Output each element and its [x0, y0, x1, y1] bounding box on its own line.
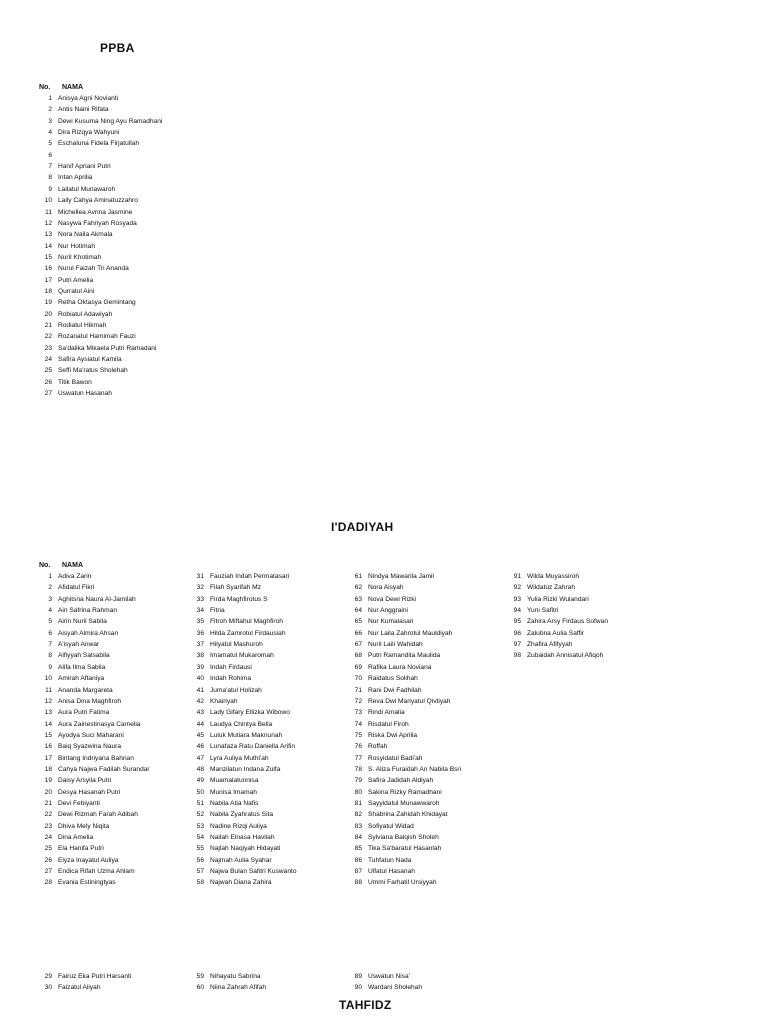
student-name: Uswatun Hasanah — [58, 390, 112, 398]
student-number: 7 — [48, 641, 52, 649]
student-name: Firda Maghfirotus S — [210, 595, 268, 603]
student-name: Zalubna Aulia Saffir — [527, 629, 585, 637]
student-number: 71 — [354, 686, 362, 694]
idadiyah-title: I'DADIYAH — [331, 520, 394, 534]
student-number: 90 — [354, 984, 362, 992]
student-name: Raidatus Solihah — [368, 675, 418, 683]
student-number: 77 — [354, 754, 362, 762]
student-name: Endica Rifah Uzma Ahlam — [58, 868, 135, 876]
student-number: 70 — [354, 675, 362, 683]
student-number: 52 — [196, 811, 204, 819]
student-number: 60 — [196, 984, 204, 992]
student-name: Rodiatul Hikmah — [58, 322, 107, 329]
student-number: 86 — [354, 856, 362, 864]
ppba-title: PPBA — [100, 41, 135, 55]
student-name: Filah Syarifah Mz — [210, 584, 261, 592]
student-number: 12 — [44, 697, 52, 705]
student-number: 22 — [44, 333, 52, 341]
student-name: Wilda Muyassiroh — [527, 573, 580, 580]
student-number: 43 — [196, 709, 204, 717]
student-name: Alfiyyah Salsabila — [58, 652, 110, 660]
student-name: Nuril Khotimah — [58, 253, 102, 261]
student-name: Roffah — [368, 743, 388, 751]
student-name: Reva Dwi Mariyatul Qivtiyah — [368, 697, 451, 705]
student-number: 25 — [44, 845, 52, 853]
student-name: Hanif Apriani Putri — [58, 163, 111, 171]
student-number: 44 — [196, 720, 204, 728]
student-number: 22 — [44, 811, 52, 819]
student-number: 81 — [354, 800, 362, 807]
student-name: Nora Naila Akmala — [58, 231, 113, 239]
student-number: 49 — [196, 777, 204, 785]
student-name: Rani Dwi Fadhilah — [368, 686, 422, 694]
student-number: 47 — [196, 754, 204, 762]
student-name: Titik Bawon — [58, 378, 92, 386]
student-name: S. Aliza Furaidah An Nabila Bsri — [368, 765, 462, 773]
student-name: Nindya Mawarila Jamil — [368, 573, 434, 580]
student-name: Intan Aprilia — [58, 174, 93, 182]
student-number: 14 — [44, 720, 52, 728]
student-number: 91 — [513, 573, 521, 580]
student-number: 46 — [196, 743, 204, 751]
student-number: 7 — [48, 163, 52, 171]
student-name: Fitroh Miftahul Maghfiroh — [210, 618, 283, 626]
student-name: Amirah Aftaniya — [58, 675, 105, 683]
student-name: Ananda Margareta — [58, 686, 113, 694]
student-name: Nova Dewi Rizki — [368, 595, 416, 603]
student-number: 45 — [196, 731, 204, 739]
student-number: 3 — [48, 595, 52, 603]
student-number: 23 — [44, 822, 52, 830]
student-number: 62 — [354, 584, 362, 592]
student-number: 28 — [44, 879, 52, 887]
student-name: Najmah Aulia Syahar — [210, 856, 272, 864]
student-name: Wardani Sholehah — [368, 984, 423, 992]
student-name: Tika Sa'baratul Hasanlah — [368, 845, 442, 853]
student-number: 57 — [196, 868, 204, 876]
student-name: Airin Nuril Sabila — [58, 618, 107, 626]
student-name: Yulia Rizki Wulandari — [527, 595, 589, 603]
student-number: 18 — [44, 287, 52, 295]
tahfidz-title: TAHFIDZ — [339, 998, 392, 1012]
student-name: Nasywa Fahriyah Rosyada — [58, 219, 137, 227]
student-name: Imamatul Mukaromah — [210, 652, 274, 660]
student-name: Muamalatunnisa — [210, 777, 259, 785]
student-name: Lady Gifary Ellizka Wibowo — [210, 709, 290, 717]
student-number: 74 — [354, 720, 362, 728]
student-name: Cahya Najwa Fadilah Surandar — [58, 765, 150, 773]
student-number: 20 — [44, 788, 52, 796]
idadiyah-header-name: NAMA — [62, 562, 83, 569]
student-name: Laudya Chintya Bella — [210, 720, 273, 728]
student-number: 20 — [44, 310, 52, 318]
student-name: Seffi Ma'ratus Sholehah — [58, 367, 128, 375]
student-name: Hilda Zamrotul Firdausiah — [210, 629, 286, 637]
student-name: Dewi Rizmah Farah Adibah — [58, 811, 138, 819]
student-number: 2 — [48, 106, 52, 114]
student-name: Alifa Ilma Sabila — [58, 663, 106, 671]
student-name: Wildatuz Zahrah — [527, 584, 576, 592]
student-number: 1 — [48, 95, 52, 102]
student-name: Lunafaza Ratu Daniella Arifin — [210, 743, 296, 751]
student-number: 82 — [354, 811, 362, 819]
student-name: Lyra Auliya Muthi'ah — [210, 754, 269, 762]
student-name: Putri Ramandita Maulida — [368, 652, 441, 660]
student-number: 38 — [196, 652, 204, 660]
student-name: Zahira Arsy Firdaus Sofwan — [527, 618, 608, 626]
student-number: 15 — [44, 253, 52, 261]
student-name: Qurratul Aini — [58, 287, 95, 295]
student-number: 66 — [354, 629, 362, 637]
student-number: 59 — [196, 973, 204, 980]
student-name: Dhiva Mely Niqita — [58, 822, 110, 830]
student-name: Safira Jadidah Aldiyah — [368, 777, 434, 785]
student-number: 11 — [45, 208, 52, 216]
student-name: Dira Rizqya Wahyuni — [58, 129, 120, 137]
student-name: Rindi Amalia — [368, 709, 405, 717]
student-number: 94 — [513, 607, 521, 615]
student-number: 10 — [44, 675, 52, 683]
student-number: 26 — [44, 378, 52, 386]
student-name: Devi Febiyanti — [58, 800, 100, 807]
student-name: Dewi Kusuma Ning Ayu Ramadhani — [58, 117, 163, 125]
student-number: 65 — [354, 618, 362, 626]
student-number: 10 — [44, 197, 52, 205]
student-number: 9 — [48, 663, 52, 671]
idadiyah-header-no: No. — [39, 562, 51, 569]
student-number: 95 — [513, 618, 521, 626]
student-number: 58 — [196, 879, 204, 887]
student-name: Risdatul Firoh — [368, 720, 409, 728]
student-number: 36 — [196, 629, 204, 637]
student-name: Luluk Mutiara Maknunah — [210, 731, 283, 739]
student-number: 18 — [44, 765, 52, 773]
student-name: Nur Hotimah — [58, 242, 96, 250]
student-number: 83 — [354, 822, 362, 830]
student-number: 23 — [44, 344, 52, 352]
student-number: 89 — [354, 973, 362, 980]
student-name: Fairuz Eka Putri Harsanti — [58, 973, 132, 980]
student-number: 24 — [44, 834, 52, 842]
student-name: Lailatul Munawaroh — [58, 185, 116, 193]
student-number: 11 — [45, 686, 52, 694]
student-number: 85 — [354, 845, 362, 853]
student-name: Desya Hasanah Putri — [58, 788, 121, 796]
student-name: Hilyatul Mashuroh — [210, 641, 263, 649]
student-number: 39 — [196, 663, 204, 671]
student-number: 26 — [44, 856, 52, 864]
student-name: Retha Oktasya Gemintang — [58, 299, 136, 307]
student-name: Nabila Atia Nafis — [210, 800, 259, 807]
student-number: 27 — [44, 868, 52, 876]
student-name: Safira Aysiatul Kamila — [58, 356, 122, 364]
student-name: Daisy Arsyila Putri — [58, 777, 112, 785]
student-number: 5 — [48, 140, 52, 148]
student-name: Bintang Indriyana Bahrian — [58, 754, 134, 762]
student-number: 5 — [48, 618, 52, 626]
student-number: 79 — [354, 777, 362, 785]
student-number: 76 — [354, 743, 362, 751]
student-name: Ela Hanifa Putri — [58, 845, 104, 853]
student-name: Fitria — [210, 607, 225, 615]
student-name: Nadine Rizqi Auliya — [210, 822, 267, 830]
student-number: 19 — [44, 777, 52, 785]
student-number: 41 — [196, 686, 204, 694]
student-name: Nur Anggraini — [368, 607, 408, 615]
student-name: Nabila Zyahratus Sita — [210, 811, 274, 819]
student-name: Eschaluna Fidela Firjatullah — [58, 140, 139, 148]
student-name: Niina Zahrah Afifah — [210, 984, 267, 992]
student-name: Nurul Faizah Tri Ananda — [58, 265, 129, 273]
student-name: Putri Amelia — [58, 276, 94, 284]
student-name: Ummi Farhatil Ursiyyah — [368, 879, 437, 887]
student-number: 29 — [44, 973, 52, 980]
student-number: 84 — [354, 834, 362, 842]
student-number: 3 — [48, 117, 52, 125]
student-number: 31 — [196, 573, 204, 580]
student-name: Ain Safrina Rahman — [58, 607, 118, 615]
student-name: Zhafira Afifyyah — [527, 641, 573, 649]
student-name: Dina Amelia — [58, 834, 94, 842]
student-number: 25 — [44, 367, 52, 375]
student-name: Shabrina Zahidah Khidayat — [368, 811, 448, 819]
student-name: Rosyidatul Badi'ah — [368, 754, 423, 762]
student-number: 8 — [48, 174, 52, 182]
student-name: Nailah Elnasa Havilah — [210, 834, 275, 842]
student-number: 56 — [196, 856, 204, 864]
student-number: 67 — [354, 641, 362, 649]
student-number: 96 — [513, 629, 521, 637]
student-name: Elyza Inayatul Auliya — [58, 856, 119, 864]
student-name: Nur Laila Zahrotul Mauldiyah — [368, 629, 453, 637]
student-name: Aura Putri Fatima — [58, 709, 110, 717]
student-name: Aisyah Almira Ahsan — [58, 629, 119, 637]
student-number: 64 — [354, 607, 362, 615]
student-number: 4 — [48, 129, 52, 137]
student-number: 21 — [44, 800, 52, 807]
student-name: Aura Zainestinasya Camelia — [58, 720, 141, 728]
student-number: 6 — [48, 151, 52, 159]
student-number: 17 — [44, 754, 52, 762]
student-number: 68 — [354, 652, 362, 660]
student-number: 27 — [44, 390, 52, 398]
student-name: Ulfatul Hasanah — [368, 868, 415, 876]
student-number: 6 — [48, 629, 52, 637]
student-number: 17 — [44, 276, 52, 284]
student-number: 35 — [196, 618, 204, 626]
ppba-header-no: No. — [39, 84, 51, 91]
student-number: 48 — [196, 765, 204, 773]
student-name: Anisa Dina Maghfiroh — [58, 697, 122, 705]
student-name: Indah Rohima — [210, 675, 252, 683]
student-name: A'isyah Anwar — [58, 641, 100, 649]
student-name: Juma'atul Holizah — [210, 686, 262, 694]
student-number: 14 — [44, 242, 52, 250]
student-name: Afidatul Fikri — [58, 584, 95, 592]
student-name: Laily Cahya Aminatuzzahro — [58, 197, 138, 205]
student-number: 88 — [354, 879, 362, 887]
student-name: Uswatun Nisa' — [368, 973, 410, 980]
student-name: Najwa Bulan Safitri Kuswanto — [210, 868, 297, 876]
student-number: 69 — [354, 663, 362, 671]
student-number: 98 — [513, 652, 521, 660]
student-number: 4 — [48, 607, 52, 615]
student-number: 42 — [196, 697, 204, 705]
student-name: Baiq Syazwina Naura — [58, 743, 122, 751]
student-name: Sayyidatul Munawwaroh — [368, 800, 440, 807]
student-name: Antis Naini Rifata — [58, 106, 109, 114]
student-name: Khairiyah — [210, 697, 238, 705]
student-number: 19 — [44, 299, 52, 307]
student-name: Nora Aisyah — [368, 584, 404, 592]
student-number: 72 — [354, 697, 362, 705]
student-name: Sylviana Balqish Sholeh — [368, 834, 439, 842]
student-name: Riska Dwi Aprilia — [368, 731, 418, 739]
student-number: 8 — [48, 652, 52, 660]
student-number: 54 — [196, 834, 204, 842]
student-number: 9 — [48, 185, 52, 193]
student-number: 30 — [44, 984, 52, 992]
student-number: 1 — [48, 573, 52, 580]
student-number: 32 — [196, 584, 204, 592]
student-number: 75 — [354, 731, 362, 739]
student-number: 51 — [196, 800, 204, 807]
student-name: Evania Estiningtyas — [58, 879, 116, 887]
student-name: Najwah Diana Zahira — [210, 879, 272, 887]
student-name: Sakina Rizky Ramadhani — [368, 788, 442, 796]
ppba-header-name: NAMA — [62, 84, 83, 91]
student-number: 2 — [48, 584, 52, 592]
student-name: Manzilatun Indana Zulfa — [210, 765, 281, 773]
student-number: 73 — [354, 709, 362, 717]
student-number: 16 — [44, 265, 52, 273]
student-name: Yuni Safitri — [527, 607, 559, 615]
student-number: 55 — [196, 845, 204, 853]
student-name: Sofiyatul Widad — [368, 822, 414, 830]
student-name: Tuhfatun Nada — [368, 856, 412, 864]
student-name: Zubaidah Annisatul Afiqoh — [527, 652, 604, 660]
student-name: Michellea Avrina Jasmine — [58, 208, 133, 216]
student-number: 92 — [513, 584, 521, 592]
student-number: 37 — [196, 641, 204, 649]
student-name: Rafika Laura Noviana — [368, 663, 432, 671]
student-name: Ayodya Suci Maharani — [58, 731, 124, 739]
student-name: Nur Kumalasari — [368, 618, 414, 626]
student-number: 50 — [196, 788, 204, 796]
student-number: 63 — [354, 595, 362, 603]
student-name: Sa'dalika Mikaela Putri Ramadani — [58, 344, 157, 352]
student-name: Fauziah Indah Permatasari — [210, 573, 290, 580]
student-number: 34 — [196, 607, 204, 615]
student-name: Indah Firdausi — [210, 663, 252, 671]
student-number: 53 — [196, 822, 204, 830]
student-number: 24 — [44, 356, 52, 364]
student-number: 16 — [44, 743, 52, 751]
student-number: 15 — [44, 731, 52, 739]
student-name: Nihayatu Sabrina — [210, 973, 261, 980]
student-number: 97 — [513, 641, 521, 649]
student-number: 93 — [513, 595, 521, 603]
student-number: 12 — [44, 219, 52, 227]
student-number: 87 — [354, 868, 362, 876]
student-name: Najlah Naqiyah Hidayati — [210, 845, 281, 853]
student-name: Nuril Laili Wahidah — [368, 641, 423, 649]
student-name: Robiatul Adawiyah — [58, 310, 113, 318]
student-name: Faizatul Aliyah — [58, 984, 101, 992]
student-number: 21 — [44, 322, 52, 329]
student-name: Adiva Zarin — [58, 573, 92, 580]
student-name: Munisa Imamah — [210, 788, 257, 796]
student-number: 80 — [354, 788, 362, 796]
student-number: 78 — [354, 765, 362, 773]
student-name: Rozanatul Hamimah Fauzi — [58, 333, 136, 341]
student-number: 61 — [354, 573, 362, 580]
student-number: 40 — [196, 675, 204, 683]
student-number: 13 — [44, 709, 52, 717]
student-name: Aghitsna Naura Al-Jamilah — [58, 595, 136, 603]
student-number: 33 — [196, 595, 204, 603]
student-number: 13 — [44, 231, 52, 239]
student-name: Anisya Agni Novianti — [58, 95, 119, 102]
